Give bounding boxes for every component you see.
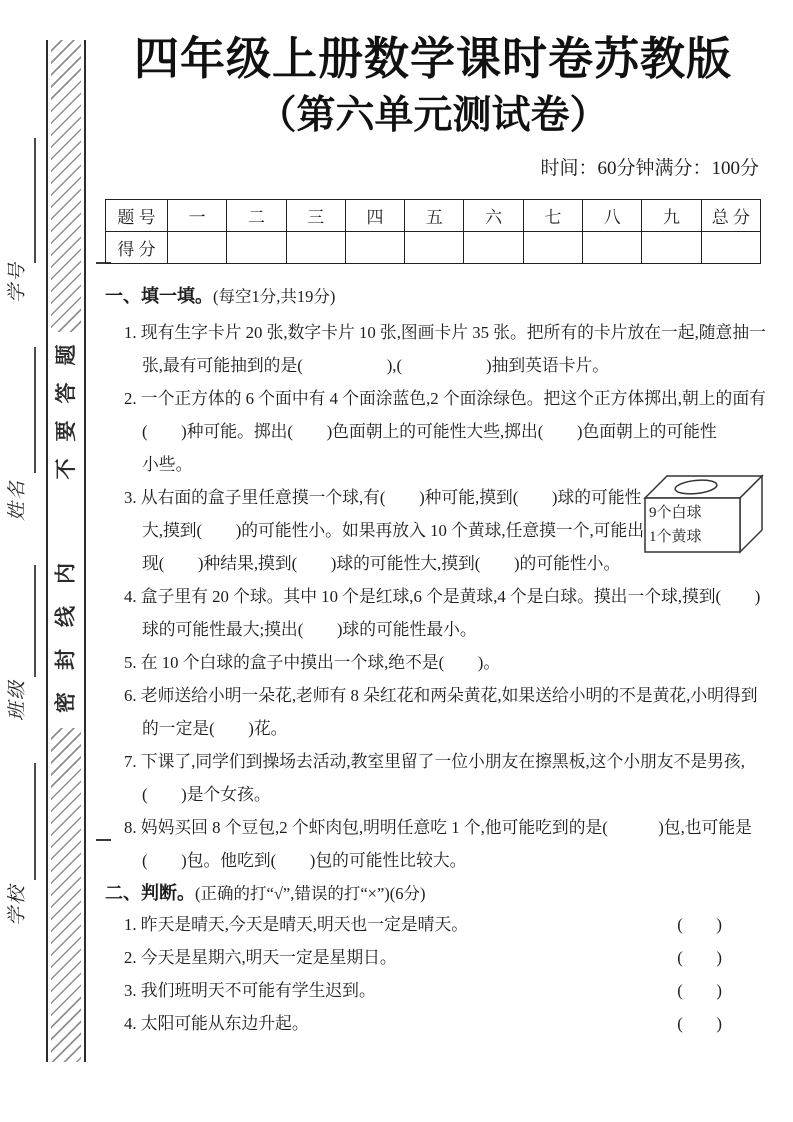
seal-text-group-bottom (48, 552, 84, 724)
seal-char-yao: 要 (54, 420, 78, 442)
section-2-heading (105, 880, 761, 906)
score-cell (286, 231, 345, 263)
score-cell (642, 231, 701, 263)
question-line: 2. 一个正方体的 6 个面中有 4 个面涂蓝色,2 个面涂绿色。把这个正方体掷出,朝上的面有 (124, 388, 766, 408)
score-cell (701, 231, 760, 263)
score-cell (227, 231, 286, 263)
section-1-title: 一、填一填。 (105, 285, 213, 306)
judge-row-4 (105, 1007, 761, 1040)
score-cell (583, 231, 642, 263)
question-line: 的一定是( )花。 (142, 718, 288, 738)
section-2-note: (正确的打“√”,错误的打“×”)(6分) (195, 883, 426, 903)
field-name-line (34, 347, 36, 473)
answer-blank: ( ) (677, 914, 722, 934)
section-1-note: (每空1分,共19分) (213, 286, 336, 306)
box-label-line1: 9个白球 (649, 505, 702, 521)
judge-text: 1. 昨天是晴天,今天是晴天,明天也一定是晴天。 (124, 914, 469, 934)
score-header-cell: 题 号 (106, 199, 168, 231)
question-1 (105, 316, 766, 382)
judge-text: 2. 今天是星期六,明天一定是星期日。 (124, 947, 397, 967)
question-line: ( )是个女孩。 (142, 784, 271, 804)
field-class-line (34, 565, 36, 677)
score-cell (168, 231, 227, 263)
judge-questions (105, 908, 761, 1040)
section-2-title: 二、判断。 (105, 882, 195, 903)
field-school-label: 学校 (7, 884, 28, 927)
question-line: 张,最有可能抽到的是( ),( )抽到英语卡片。 (142, 355, 610, 375)
question-line: 球的可能性最大;摸出( )球的可能性最小。 (142, 619, 477, 639)
seal-char-feng: 封 (53, 649, 78, 670)
fill-in-questions (105, 316, 766, 877)
seal-char-xian: 线 (53, 606, 78, 627)
seal-char-bu: 不 (54, 458, 78, 480)
score-header-cell: 七 (523, 199, 582, 231)
score-header-cell: 二 (227, 199, 286, 231)
score-value-row (106, 231, 761, 263)
question-6 (105, 679, 761, 745)
box-label (649, 501, 739, 549)
question-8 (105, 811, 761, 877)
score-header-cell: 三 (286, 199, 345, 231)
judge-text: 3. 我们班明天不可能有学生迟到。 (124, 980, 376, 1000)
question-2 (105, 382, 766, 481)
score-cell (464, 231, 523, 263)
question-line: 大,摸到( )的可能性小。如果再放入 10 个黄球,任意摸一个,可能出 (142, 520, 645, 540)
question-7 (105, 745, 761, 811)
question-line: 3. 从右面的盒子里任意摸一个球,有( )种可能,摸到( )球的可能性 (124, 487, 642, 507)
question-line: 1. 现有生字卡片 20 张,数字卡片 10 张,图画卡片 35 张。把所有的卡片放在一起,随意抽一 (124, 322, 766, 342)
score-cell (405, 231, 464, 263)
question-5 (105, 646, 761, 679)
score-header-cell: 九 (642, 199, 701, 231)
score-table (105, 199, 761, 264)
seal-char-da: 答 (54, 382, 78, 404)
judge-row-1 (105, 908, 761, 941)
question-line: 现( )种结果,摸到( )球的可能性大,摸到( )的可能性小。 (142, 553, 621, 573)
question-line: ( )种可能。掷出( )色面朝上的可能性大些,掷出( )色面朝上的可能性 (142, 421, 717, 441)
answer-blank: ( ) (677, 980, 722, 1000)
field-name-label: 姓名 (7, 479, 28, 522)
score-header-cell: 总 分 (701, 199, 760, 231)
score-row-label: 得 分 (106, 231, 168, 263)
seal-hatch-top (51, 40, 81, 332)
judge-text: 4. 太阳可能从东边升起。 (124, 1013, 309, 1033)
score-header-row (106, 199, 761, 231)
section-1-heading (105, 283, 761, 309)
field-student-number-line (34, 138, 36, 263)
box-label-line2: 1个黄球 (649, 529, 702, 545)
question-line: 小些。 (142, 454, 193, 474)
page-title: 四年级上册数学课时卷苏教版 (133, 33, 732, 84)
score-header-cell: 一 (168, 199, 227, 231)
page-subtitle: （第六单元测试卷） (257, 93, 609, 137)
seal-char-ti: 题 (54, 344, 78, 366)
question-line: 8. 妈妈买回 8 个豆包,2 个虾肉包,明明任意吃 1 个,他可能吃到的是( )包,也可能是 (124, 817, 752, 837)
score-header-cell: 五 (405, 199, 464, 231)
question-line: 7. 下课了,同学们到操场去活动,教室里留了一位小朋友在擦黑板,这个小朋友不是男孩, (124, 751, 745, 771)
seal-text-group-top (48, 336, 84, 488)
question-line: 6. 老师送给小明一朵花,老师有 8 朵红花和两朵黄花,如果送给小明的不是黄花,小明得到 (124, 685, 758, 705)
seal-strip (46, 40, 86, 1062)
judge-row-2 (105, 941, 761, 974)
question-line: 5. 在 10 个白球的盒子中摸出一个球,绝不是( )。 (124, 652, 501, 672)
score-cell (523, 231, 582, 263)
question-line: 4. 盒子里有 20 个球。其中 10 个是红球,6 个是黄球,4 个是白球。摸出一个球,摸到( ) (124, 586, 761, 606)
field-school-line (34, 763, 36, 880)
question-line: ( )包。他吃到( )包的可能性比较大。 (142, 850, 467, 870)
score-cell (345, 231, 404, 263)
answer-blank: ( ) (677, 1013, 722, 1033)
answer-blank: ( ) (677, 947, 722, 967)
question-4 (105, 580, 761, 646)
score-header-cell: 四 (345, 199, 404, 231)
field-class-label: 班级 (7, 679, 28, 722)
seal-char-nei: 内 (53, 563, 78, 584)
time-score-info: 时间：60分钟满分：100分 (540, 157, 759, 179)
score-header-cell: 八 (583, 199, 642, 231)
ball-box-figure (636, 468, 766, 560)
judge-row-3 (105, 974, 761, 1007)
field-student-number-label: 学号 (7, 261, 28, 304)
seal-hatch-bottom (51, 728, 81, 1062)
score-header-cell: 六 (464, 199, 523, 231)
seal-char-mi: 密 (53, 692, 78, 713)
